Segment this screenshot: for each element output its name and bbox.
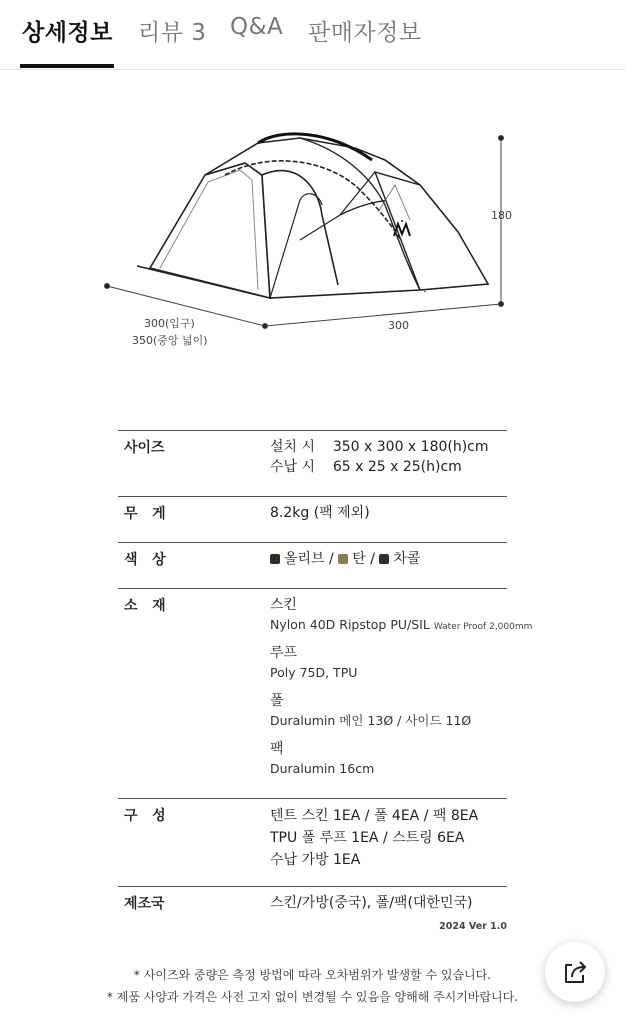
depth-label-center: 350(중앙 넓이) xyxy=(132,334,208,347)
color-name-tan: 탄 xyxy=(352,551,366,567)
tab-seller-info[interactable]: 판매자정보 xyxy=(308,20,422,46)
spec-row-size xyxy=(118,430,507,496)
color-swatch-charcoal xyxy=(379,554,389,564)
width-label: 300 xyxy=(388,319,409,332)
color-name-charcoal: 차콜 xyxy=(393,551,421,567)
height-label: 180 xyxy=(491,209,512,222)
depth-label-entrance: 300(입구) xyxy=(144,317,195,330)
spec-label-weight: 무 게 xyxy=(124,506,166,522)
material-peg-spec: Duralumin 16cm xyxy=(270,761,375,776)
spec-value-composition xyxy=(270,805,478,871)
material-skin-spec: Nylon 40D Ripstop PU/SIL xyxy=(270,617,430,632)
material-skin-note: Water Proof 2,000mm xyxy=(433,622,533,632)
version-label: 2024 Ver 1.0 xyxy=(439,921,507,932)
material-pole-name: 폴 xyxy=(270,693,284,709)
color-sep: / xyxy=(370,551,375,567)
tent-diagram xyxy=(0,70,625,370)
spec-row-origin xyxy=(118,886,507,916)
spec-value-material xyxy=(270,595,532,779)
spec-label-material: 소 재 xyxy=(124,598,166,614)
spec-value-origin: 스킨/가방(중국), 폴/팩(대한민국) xyxy=(270,895,473,911)
spec-label-size: 사이즈 xyxy=(124,440,165,456)
color-swatch-tan xyxy=(338,554,348,564)
spec-row-color xyxy=(118,542,507,588)
spec-row-composition xyxy=(118,798,507,886)
material-roof-spec: Poly 75D, TPU xyxy=(270,665,358,680)
size-stored-key: 수납 시 xyxy=(270,459,316,475)
composition-line: TPU 폴 루프 1EA / 스트링 6EA xyxy=(270,830,465,846)
footnote-spec-change: * 제품 사양과 가격은 사전 고지 없이 변경될 수 있음을 양해해 주시기바랍니다. xyxy=(106,990,519,1004)
material-skin-name: 스킨 xyxy=(270,597,298,613)
color-swatch-olive xyxy=(270,554,280,564)
tab-detail[interactable]: 상세정보 xyxy=(22,20,113,46)
share-button[interactable] xyxy=(545,942,605,1002)
size-install-value: 350 x 300 x 180(h)cm xyxy=(332,439,489,455)
material-peg-name: 팩 xyxy=(270,741,284,757)
spec-label-origin: 제조국 xyxy=(124,896,165,912)
tab-bar xyxy=(0,0,625,70)
color-name-olive: 올리브 xyxy=(284,551,325,567)
spec-label-composition: 구 성 xyxy=(124,808,166,824)
color-sep: / xyxy=(329,551,334,567)
composition-line: 텐트 스킨 1EA / 폴 4EA / 팩 8EA xyxy=(270,808,479,824)
material-roof-name: 루프 xyxy=(270,645,298,661)
spec-row-weight xyxy=(118,496,507,542)
tab-qna[interactable]: Q&A xyxy=(230,14,284,40)
spec-label-color: 색 상 xyxy=(124,552,166,568)
spec-value-weight: 8.2kg (팩 제외) xyxy=(270,505,370,521)
size-stored-value: 65 x 25 x 25(h)cm xyxy=(332,459,462,475)
tab-reviews[interactable]: 리뷰 3 xyxy=(138,20,207,46)
size-install-key: 설치 시 xyxy=(270,439,316,455)
spec-value-size xyxy=(270,437,489,477)
spec-row-material xyxy=(118,588,533,798)
active-tab-indicator xyxy=(20,64,114,68)
share-icon xyxy=(560,957,590,987)
material-pole-spec: Duralumin 메인 13Ø / 사이드 11Ø xyxy=(270,713,472,728)
spec-value-color xyxy=(270,549,420,569)
footnote-measurement: * 사이즈와 중량은 측정 방법에 따라 오차범위가 발생할 수 있습니다. xyxy=(133,968,492,982)
composition-line: 수납 가방 1EA xyxy=(270,852,361,868)
